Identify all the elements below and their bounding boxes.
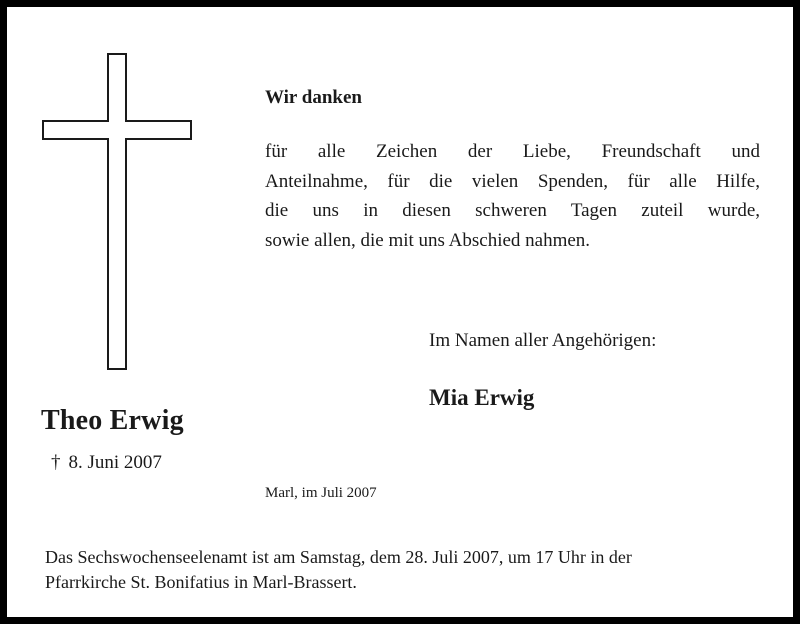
on-behalf-text: Im Namen aller Angehörigen: bbox=[429, 330, 657, 351]
notice-line: Das Sechswochenseelenamt ist am Samstag, dem 28. Juli 2007, um 17 Uhr in der bbox=[45, 547, 632, 567]
signer-name: Mia Erwig bbox=[429, 385, 535, 410]
thanks-heading: Wir danken bbox=[265, 87, 362, 108]
dagger-icon: † bbox=[51, 452, 61, 473]
thanks-line: sowie allen, die mit uns Abschied nahmen. bbox=[265, 229, 591, 251]
thanks-text bbox=[265, 137, 760, 255]
death-date-line bbox=[51, 452, 162, 474]
service-notice bbox=[45, 545, 757, 595]
thanks-line: die uns in diesen schweren Tagen zuteil wurde, bbox=[265, 200, 760, 221]
thanks-line: Anteilnahme, für die vielen Spenden, für alle Hilfe, bbox=[265, 170, 760, 192]
deceased-name: Theo Erwig bbox=[41, 405, 184, 436]
thanks-line: für alle Zeichen der Liebe, Freundschaft und bbox=[265, 141, 760, 162]
cross-icon bbox=[41, 53, 193, 371]
place-date: Marl, im Juli 2007 bbox=[265, 485, 377, 501]
notice-line: Pfarrkirche St. Bonifatius in Marl-Brassert. bbox=[45, 572, 357, 592]
death-date: 8. Juni 2007 bbox=[68, 452, 162, 473]
